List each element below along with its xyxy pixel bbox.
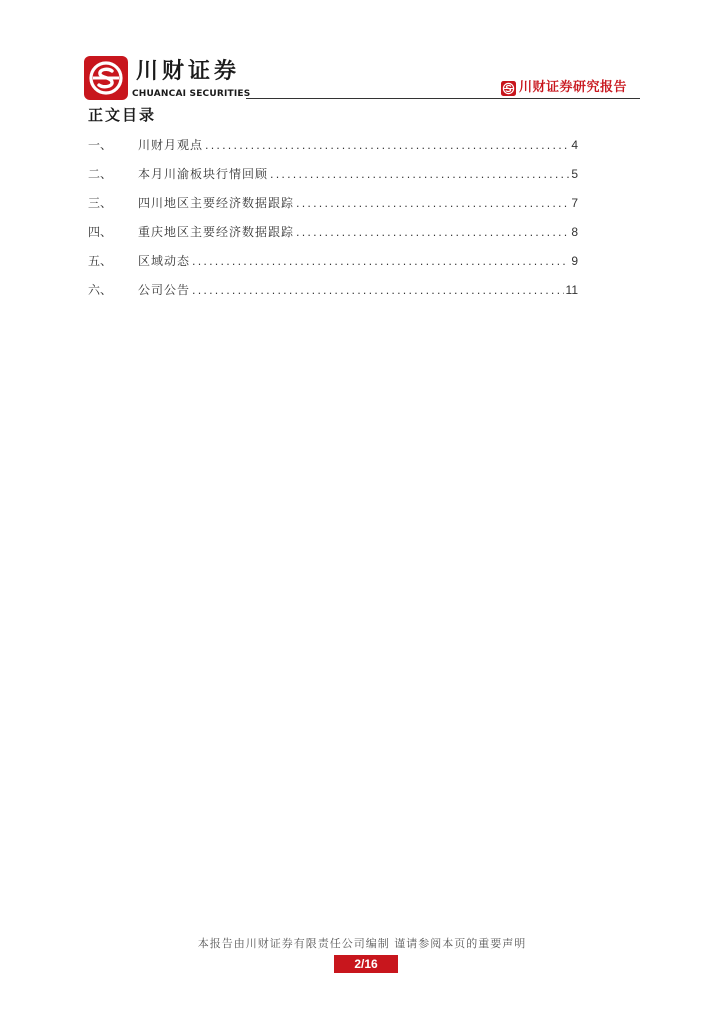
toc-item-page: 11 [565, 283, 578, 297]
toc-title: 正文目录 [88, 106, 157, 124]
toc-item-page: 7 [571, 196, 578, 210]
toc-item-number: 五、 [88, 254, 113, 268]
report-tag [501, 80, 627, 96]
toc-leader-dots [192, 255, 569, 268]
report-tag-label: 川财证券研究报告 [519, 80, 628, 95]
toc-item-number: 四、 [88, 225, 113, 239]
toc-leader-dots [296, 197, 569, 210]
chuancai-small-logo-icon [501, 81, 516, 96]
toc-item[interactable] [88, 223, 578, 252]
toc-leader-dots [296, 226, 569, 239]
toc-item-page: 4 [571, 138, 578, 152]
toc-item[interactable] [88, 252, 578, 281]
toc-item-text: 公司公告 [138, 283, 191, 297]
toc-item[interactable] [88, 136, 578, 165]
page-indicator: 2/16 [334, 955, 398, 973]
toc-item-number: 一、 [88, 138, 113, 152]
brand-name-en: CHUANCAI SECURITIES [132, 89, 251, 99]
toc-item-page: 5 [571, 167, 578, 181]
toc-item-text: 重庆地区主要经济数据跟踪 [138, 225, 295, 239]
toc-item[interactable] [88, 281, 578, 310]
toc-leader-dots [192, 284, 564, 297]
toc-item-text: 本月川渝板块行情回顾 [138, 167, 269, 181]
brand-name-cn: 川财证券 [136, 59, 241, 84]
toc-leader-dots [270, 168, 569, 181]
chuancai-logo-icon [84, 56, 128, 100]
toc-leader-dots [205, 139, 569, 152]
toc-item-number: 六、 [88, 283, 113, 297]
toc-item-page: 8 [571, 225, 578, 239]
toc-item[interactable] [88, 194, 578, 223]
toc-item-number: 三、 [88, 196, 113, 210]
toc-item-number: 二、 [88, 167, 113, 181]
table-of-contents [88, 136, 578, 310]
toc-item[interactable] [88, 165, 578, 194]
toc-item-page: 9 [571, 254, 578, 268]
toc-item-text: 区域动态 [138, 254, 191, 268]
toc-item-text: 四川地区主要经济数据跟踪 [138, 196, 295, 210]
footer-disclaimer: 本报告由川财证券有限责任公司编制 谨请参阅本页的重要声明 [197, 937, 527, 950]
header-divider [246, 98, 640, 99]
toc-item-text: 川财月观点 [138, 138, 204, 152]
